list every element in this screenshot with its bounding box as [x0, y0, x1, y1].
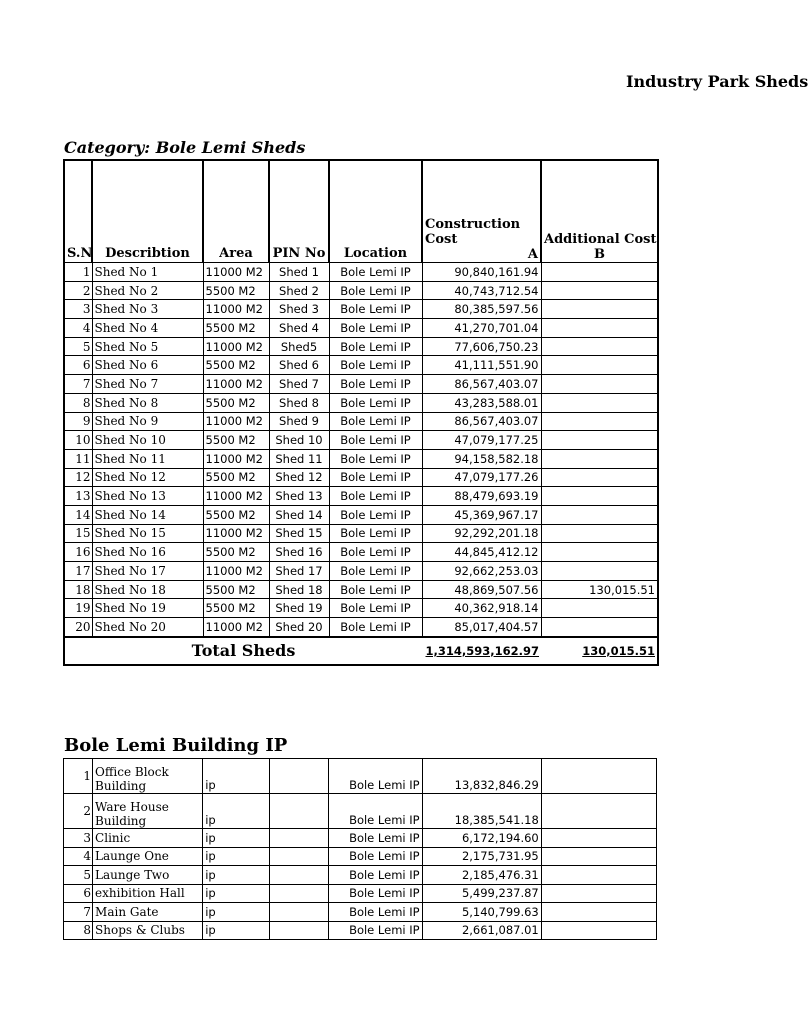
row-pin: Shed 9: [269, 412, 329, 431]
table-row: [64, 487, 658, 506]
row-additional-cost: [541, 300, 658, 319]
row-sn: 7: [64, 375, 92, 394]
row-area: 5500 M2: [203, 393, 269, 412]
header-additional-cost-label: Additional Cost: [544, 232, 657, 247]
row-construction-cost: 44,845,412.12: [422, 543, 541, 562]
row-description: Launge One: [93, 847, 203, 866]
row-construction-cost: 13,832,846.29: [422, 759, 541, 794]
row-construction-cost: 2,661,087.01: [422, 921, 541, 940]
row-description: Shed No 10: [92, 431, 203, 450]
row-additional-cost: 130,015.51: [541, 580, 658, 599]
row-construction-cost: 40,743,712.54: [422, 281, 541, 300]
row-description: Shed No 3: [92, 300, 203, 319]
row-sn: 1: [64, 759, 93, 794]
table-row: [64, 829, 657, 848]
row-sn: 3: [64, 829, 93, 848]
row-additional-cost: [541, 281, 658, 300]
row-pin: Shed 19: [269, 599, 329, 618]
row-description: Shed No 6: [92, 356, 203, 375]
table-row: [64, 449, 658, 468]
row-area: ip: [203, 759, 270, 794]
row-construction-cost: 47,079,177.26: [422, 468, 541, 487]
row-pin: [270, 759, 329, 794]
row-description: Main Gate: [93, 903, 203, 922]
row-pin: Shed 13: [269, 487, 329, 506]
row-pin: Shed 20: [269, 618, 329, 637]
header-construction-cost: [422, 160, 541, 263]
row-location: Bole Lemi IP: [329, 884, 422, 903]
row-sn: 8: [64, 921, 93, 940]
table-row: [64, 356, 658, 375]
row-area: 11000 M2: [203, 300, 269, 319]
row-pin: Shed 7: [269, 375, 329, 394]
row-pin: [270, 847, 329, 866]
row-additional-cost: [541, 618, 658, 637]
row-pin: Shed 1: [269, 263, 329, 282]
total-construction-cost: 1,314,593,162.97: [422, 637, 541, 665]
header-additional-cost: [541, 160, 658, 263]
row-location: Bole Lemi IP: [329, 505, 422, 524]
row-additional-cost: [541, 599, 658, 618]
row-sn: 6: [64, 884, 93, 903]
row-sn: 9: [64, 412, 92, 431]
row-area: 11000 M2: [203, 263, 269, 282]
row-description: Office Block Building: [93, 759, 203, 794]
row-location: Bole Lemi IP: [329, 921, 422, 940]
row-additional-cost: [541, 393, 658, 412]
row-construction-cost: 80,385,597.56: [422, 300, 541, 319]
table-row: [64, 618, 658, 637]
row-construction-cost: 5,140,799.63: [422, 903, 541, 922]
row-pin: [270, 903, 329, 922]
row-construction-cost: 48,869,507.56: [422, 580, 541, 599]
row-location: Bole Lemi IP: [329, 393, 422, 412]
row-pin: Shed 16: [269, 543, 329, 562]
row-area: 11000 M2: [203, 618, 269, 637]
row-additional-cost: [541, 543, 658, 562]
row-construction-cost: 90,840,161.94: [422, 263, 541, 282]
row-sn: 20: [64, 618, 92, 637]
row-area: ip: [203, 884, 270, 903]
table-row: [64, 543, 658, 562]
row-location: Bole Lemi IP: [329, 281, 422, 300]
row-pin: Shed 15: [269, 524, 329, 543]
row-location: Bole Lemi IP: [329, 903, 422, 922]
row-sn: 14: [64, 505, 92, 524]
table-row: [64, 866, 657, 885]
table-row: [64, 505, 658, 524]
row-area: 11000 M2: [203, 487, 269, 506]
row-area: 5500 M2: [203, 543, 269, 562]
row-description: Launge Two: [93, 866, 203, 885]
row-location: Bole Lemi IP: [329, 759, 422, 794]
row-area: 5500 M2: [203, 599, 269, 618]
row-location: Bole Lemi IP: [329, 599, 422, 618]
row-description: Shed No 17: [92, 562, 203, 581]
row-pin: Shed5: [269, 337, 329, 356]
header-sn: S.N: [64, 160, 92, 263]
row-sn: 7: [64, 903, 93, 922]
row-additional-cost: [541, 449, 658, 468]
row-description: Shed No 8: [92, 393, 203, 412]
row-location: Bole Lemi IP: [329, 300, 422, 319]
row-location: Bole Lemi IP: [329, 356, 422, 375]
row-location: Bole Lemi IP: [329, 543, 422, 562]
sheds-header-row: [64, 160, 658, 263]
row-sn: 6: [64, 356, 92, 375]
row-sn: 2: [64, 281, 92, 300]
row-description: Shed No 5: [92, 337, 203, 356]
row-sn: 11: [64, 449, 92, 468]
row-sn: 18: [64, 580, 92, 599]
row-sn: 8: [64, 393, 92, 412]
table-row: [64, 599, 658, 618]
row-area: ip: [203, 794, 270, 829]
row-area: 5500 M2: [203, 580, 269, 599]
row-pin: Shed 10: [269, 431, 329, 450]
row-pin: Shed 3: [269, 300, 329, 319]
table-row: [64, 319, 658, 338]
table-row: [64, 263, 658, 282]
row-area: 11000 M2: [203, 449, 269, 468]
table-row: [64, 847, 657, 866]
row-construction-cost: 86,567,403.07: [422, 375, 541, 394]
row-pin: [270, 921, 329, 940]
row-additional-cost: [541, 759, 656, 794]
total-additional-cost: 130,015.51: [541, 637, 658, 665]
header-description: Describtion: [92, 160, 203, 263]
row-construction-cost: 2,185,476.31: [422, 866, 541, 885]
row-location: Bole Lemi IP: [329, 319, 422, 338]
row-area: ip: [203, 866, 270, 885]
row-pin: Shed 2: [269, 281, 329, 300]
row-construction-cost: 40,362,918.14: [422, 599, 541, 618]
row-description: Shed No 4: [92, 319, 203, 338]
row-pin: Shed 14: [269, 505, 329, 524]
row-description: Ware House Building: [93, 794, 203, 829]
row-location: Bole Lemi IP: [329, 337, 422, 356]
total-row: [64, 637, 658, 665]
row-area: 11000 M2: [203, 524, 269, 543]
row-area: 11000 M2: [203, 412, 269, 431]
row-area: 5500 M2: [203, 431, 269, 450]
row-additional-cost: [541, 505, 658, 524]
row-location: Bole Lemi IP: [329, 524, 422, 543]
table-row: [64, 431, 658, 450]
table-row: [64, 759, 657, 794]
row-area: 5500 M2: [203, 281, 269, 300]
row-construction-cost: 43,283,588.01: [422, 393, 541, 412]
row-description: Shed No 2: [92, 281, 203, 300]
row-sn: 3: [64, 300, 92, 319]
page-title: Industry Park Sheds: [626, 72, 808, 91]
row-construction-cost: 2,175,731.95: [422, 847, 541, 866]
row-sn: 10: [64, 431, 92, 450]
row-location: Bole Lemi IP: [329, 829, 422, 848]
row-pin: Shed 11: [269, 449, 329, 468]
table-row: [64, 281, 658, 300]
row-pin: Shed 6: [269, 356, 329, 375]
row-area: 11000 M2: [203, 375, 269, 394]
row-construction-cost: 45,369,967.17: [422, 505, 541, 524]
row-sn: 4: [64, 847, 93, 866]
row-sn: 13: [64, 487, 92, 506]
row-location: Bole Lemi IP: [329, 375, 422, 394]
table-row: [64, 903, 657, 922]
row-pin: Shed 12: [269, 468, 329, 487]
row-location: Bole Lemi IP: [329, 468, 422, 487]
row-description: Shed No 14: [92, 505, 203, 524]
row-location: Bole Lemi IP: [329, 412, 422, 431]
row-area: 5500 M2: [203, 319, 269, 338]
row-construction-cost: 47,079,177.25: [422, 431, 541, 450]
table-row: [64, 562, 658, 581]
row-description: Shed No 7: [92, 375, 203, 394]
row-location: Bole Lemi IP: [329, 263, 422, 282]
row-additional-cost: [541, 829, 656, 848]
row-sn: 19: [64, 599, 92, 618]
table-row: [64, 921, 657, 940]
row-description: Shed No 13: [92, 487, 203, 506]
row-construction-cost: 77,606,750.23: [422, 337, 541, 356]
row-additional-cost: [541, 319, 658, 338]
row-additional-cost: [541, 921, 656, 940]
row-area: 11000 M2: [203, 337, 269, 356]
row-sn: 4: [64, 319, 92, 338]
row-construction-cost: 41,111,551.90: [422, 356, 541, 375]
row-area: 5500 M2: [203, 356, 269, 375]
total-label: Total Sheds: [64, 637, 422, 665]
row-sn: 17: [64, 562, 92, 581]
row-additional-cost: [541, 487, 658, 506]
row-description: exhibition Hall: [93, 884, 203, 903]
row-area: ip: [203, 847, 270, 866]
table-row: [64, 375, 658, 394]
row-pin: [270, 884, 329, 903]
row-area: 5500 M2: [203, 468, 269, 487]
row-description: Shops & Clubs: [93, 921, 203, 940]
row-sn: 1: [64, 263, 92, 282]
row-pin: Shed 17: [269, 562, 329, 581]
row-additional-cost: [541, 431, 658, 450]
row-additional-cost: [541, 847, 656, 866]
row-additional-cost: [541, 794, 656, 829]
row-additional-cost: [541, 356, 658, 375]
row-description: Shed No 15: [92, 524, 203, 543]
header-location: Location: [329, 160, 422, 263]
row-construction-cost: 6,172,194.60: [422, 829, 541, 848]
header-additional-cost-code: B: [594, 247, 605, 262]
row-area: ip: [203, 903, 270, 922]
row-additional-cost: [541, 866, 656, 885]
row-construction-cost: 88,479,693.19: [422, 487, 541, 506]
header-area: Area: [203, 160, 269, 263]
row-location: Bole Lemi IP: [329, 847, 422, 866]
row-location: Bole Lemi IP: [329, 487, 422, 506]
row-sn: 15: [64, 524, 92, 543]
row-description: Clinic: [93, 829, 203, 848]
table-row: [64, 468, 658, 487]
row-area: 5500 M2: [203, 505, 269, 524]
table-row: [64, 393, 658, 412]
row-location: Bole Lemi IP: [329, 794, 422, 829]
row-description: Shed No 1: [92, 263, 203, 282]
row-construction-cost: 94,158,582.18: [422, 449, 541, 468]
row-pin: Shed 4: [269, 319, 329, 338]
row-description: Shed No 12: [92, 468, 203, 487]
table-row: [64, 884, 657, 903]
table-row: [64, 524, 658, 543]
row-additional-cost: [541, 903, 656, 922]
row-sn: 12: [64, 468, 92, 487]
row-sn: 16: [64, 543, 92, 562]
row-additional-cost: [541, 884, 656, 903]
row-construction-cost: 85,017,404.57: [422, 618, 541, 637]
header-construction-cost-label: Construction Cost: [425, 217, 521, 247]
row-location: Bole Lemi IP: [329, 431, 422, 450]
row-location: Bole Lemi IP: [329, 449, 422, 468]
row-construction-cost: 92,662,253.03: [422, 562, 541, 581]
row-sn: 5: [64, 866, 93, 885]
sheds-table: [63, 159, 659, 666]
row-construction-cost: 41,270,701.04: [422, 319, 541, 338]
row-additional-cost: [541, 375, 658, 394]
row-additional-cost: [541, 468, 658, 487]
category-label: Category: Bole Lemi Sheds: [64, 138, 306, 157]
row-area: 11000 M2: [203, 562, 269, 581]
row-description: Shed No 16: [92, 543, 203, 562]
row-description: Shed No 18: [92, 580, 203, 599]
row-location: Bole Lemi IP: [329, 562, 422, 581]
row-pin: [270, 866, 329, 885]
row-pin: [270, 794, 329, 829]
building-section-title: Bole Lemi Building IP: [64, 735, 288, 756]
row-construction-cost: 5,499,237.87: [422, 884, 541, 903]
header-pin: PIN No: [269, 160, 329, 263]
table-row: [64, 300, 658, 319]
row-description: Shed No 20: [92, 618, 203, 637]
row-area: ip: [203, 921, 270, 940]
row-sn: 5: [64, 337, 92, 356]
row-pin: Shed 8: [269, 393, 329, 412]
row-additional-cost: [541, 524, 658, 543]
row-pin: Shed 18: [269, 580, 329, 599]
row-location: Bole Lemi IP: [329, 618, 422, 637]
table-row: [64, 794, 657, 829]
table-row: [64, 337, 658, 356]
row-construction-cost: 92,292,201.18: [422, 524, 541, 543]
row-location: Bole Lemi IP: [329, 580, 422, 599]
table-row: [64, 412, 658, 431]
row-construction-cost: 18,385,541.18: [422, 794, 541, 829]
row-description: Shed No 11: [92, 449, 203, 468]
row-additional-cost: [541, 337, 658, 356]
header-construction-cost-code: A: [527, 247, 538, 262]
row-location: Bole Lemi IP: [329, 866, 422, 885]
table-row: [64, 580, 658, 599]
row-sn: 2: [64, 794, 93, 829]
row-additional-cost: [541, 263, 658, 282]
row-description: Shed No 9: [92, 412, 203, 431]
row-construction-cost: 86,567,403.07: [422, 412, 541, 431]
row-additional-cost: [541, 412, 658, 431]
row-area: ip: [203, 829, 270, 848]
row-description: Shed No 19: [92, 599, 203, 618]
row-pin: [270, 829, 329, 848]
row-additional-cost: [541, 562, 658, 581]
building-table: [63, 758, 657, 940]
